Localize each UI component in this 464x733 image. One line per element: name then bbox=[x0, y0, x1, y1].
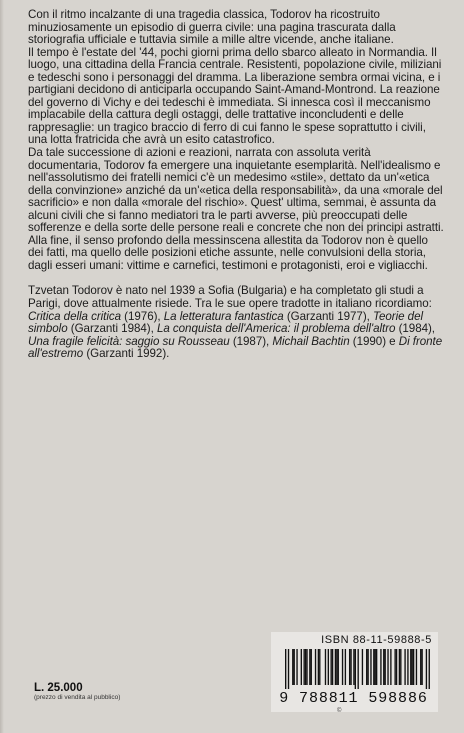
book-year: (Garzanti 1984), bbox=[67, 322, 157, 336]
barcode-bars bbox=[285, 649, 430, 689]
barcode-bar bbox=[325, 649, 326, 685]
barcode-bar bbox=[366, 649, 367, 685]
barcode-bar bbox=[315, 649, 316, 685]
barcode-bar bbox=[345, 649, 346, 685]
barcode-bar bbox=[285, 649, 286, 689]
book-title: Di fronte all'estremo bbox=[28, 334, 443, 361]
book-title: Critica della critica bbox=[28, 309, 122, 323]
barcode-bar bbox=[332, 649, 333, 685]
book-title: Teorie del simbolo bbox=[28, 309, 423, 336]
book-year: (1987), bbox=[229, 334, 273, 348]
barcode-bar bbox=[358, 649, 359, 689]
barcode-bar bbox=[396, 649, 397, 685]
barcode-bar bbox=[394, 649, 395, 685]
price-note: (prezzo di vendita al pubblico) bbox=[34, 694, 121, 701]
barcode-bar bbox=[420, 649, 421, 685]
book-title: La conquista dell'America: il problema dell'altro bbox=[156, 322, 396, 336]
blurb-column bbox=[28, 9, 444, 361]
barcode-bar bbox=[399, 649, 400, 685]
book-year: (Garzanti 1992). bbox=[83, 347, 170, 361]
barcode-bar bbox=[349, 649, 350, 685]
barcode-bar bbox=[383, 649, 384, 685]
blurb-paragraph-2: Il tempo è l'estate del '44, pochi giorni prima dello sbarco alleato in Normandia. Il luogo, una cittadina della Francia centrale. Resistenti, popolazione civile, miliziani e tedeschi sono i personaggi del dramma. La liberazione sembra ormai vicina, e i partigiani decidono di anticiparla occupando Saint-Amand-Montrond. La reazione del governo di Vichy e dei tedeschi è immediata. Si innesca così il meccanismo implacabile della cattura degli ostaggi, delle trattative inconcludenti e delle rappresaglie: un tragico braccio di ferro di cui fanno le spese soprattutto i civili, una lotta fratricida che avrà un esito catastrofico. bbox=[28, 45, 442, 147]
book-year: (Garzanti 1977), bbox=[283, 309, 373, 323]
barcode-bar bbox=[412, 649, 413, 685]
barcode-bar bbox=[342, 649, 343, 685]
barcode-bar bbox=[380, 649, 381, 685]
barcode-bar bbox=[294, 649, 295, 685]
blurb-paragraph-4: Alla fine, il senso profondo della messinscena allestita da Todorov non è quello dei fatti, ma quello delle posizioni etiche assunte, nelle convulsioni della storia, dagli esseri umani: vittime e carnefici, testimoni e protagonisti, eroi e vigliacchi. bbox=[28, 233, 428, 272]
barcode-bar bbox=[353, 649, 354, 685]
book-year: (1984), bbox=[395, 322, 435, 336]
book-year: (1976), bbox=[121, 309, 164, 323]
barcode-bar bbox=[335, 649, 336, 685]
isbn-number: ISBN 88-11-59888-5 bbox=[321, 634, 432, 646]
barcode-bar bbox=[404, 649, 405, 685]
barcode-bar bbox=[376, 649, 377, 685]
author-bio bbox=[28, 285, 444, 360]
ean-number: 9 788811 598886 bbox=[279, 690, 428, 707]
barcode-bar bbox=[338, 649, 339, 685]
book-title: Una fragile felicità: saggio su Rousseau bbox=[28, 334, 230, 348]
barcode-bar bbox=[413, 649, 414, 685]
barcode-bar bbox=[407, 649, 408, 685]
barcode-bar bbox=[292, 649, 293, 685]
barcode-label bbox=[271, 632, 438, 712]
barcode-bar bbox=[296, 649, 297, 685]
barcode-bar bbox=[355, 649, 356, 689]
author-bio-intro: Tzvetan Todorov è nato nel 1939 a Sofia (Bulgaria) e ha completato gli studi a Parigi, dove attualmente risiede. Tra le sue opere tradotte in italiano ricordiamo: bbox=[28, 284, 432, 311]
barcode-bar bbox=[328, 649, 329, 685]
blurb-paragraph-1: Con il ritmo incalzante di una tragedia classica, Todorov ha ricostruito minuziosamente un episodio di guerra civile: una pagina trascurata dalla storiografia ufficiale e tuttavia simile a mille altre vicende, anche italiane. bbox=[28, 8, 396, 47]
barcode-bar bbox=[370, 649, 371, 685]
barcode-bar bbox=[350, 649, 351, 685]
barcode-bar bbox=[301, 649, 302, 685]
barcode-bar bbox=[309, 649, 310, 685]
spine-shadow bbox=[0, 0, 4, 733]
barcode-bar bbox=[288, 649, 289, 689]
barcode-bar bbox=[390, 649, 391, 685]
barcode-bar bbox=[330, 649, 331, 685]
barcode-bar bbox=[306, 649, 307, 685]
barcode-bar bbox=[336, 649, 337, 685]
book-title: Michail Bachtin bbox=[272, 334, 350, 348]
barcode-bar bbox=[319, 649, 320, 685]
barcode-bar bbox=[426, 649, 427, 689]
barcode-bar bbox=[421, 649, 422, 685]
barcode-bar bbox=[410, 649, 411, 685]
barcode-bar bbox=[305, 649, 306, 685]
barcode-bar bbox=[387, 649, 388, 685]
barcode-bar bbox=[400, 649, 401, 685]
blurb-paragraph-3: Da tale successione di azioni e reazioni, narrata con assoluta verità documentaria, Todorov fa emergere una inquietante esemplarità. Nell'idealismo e nell'assolutismo dei fratelli nemici c'è un medesimo «stile», dettato da un'«etica della convinzione» anziché da un'«etica della responsabilità», da una «morale del sacrificio» e non dalla «morale del rischio». Quest' ultima, semmai, è assunta da alcuni civili che si fanno mediatori tra le parti avverse, più preoccupati delle sofferenze e della sorte delle persone reali e concrete che non dei principi astratti. bbox=[28, 146, 444, 235]
barcode-bar bbox=[318, 649, 319, 685]
barcode-bar bbox=[375, 649, 376, 685]
barcode-bar bbox=[373, 649, 374, 685]
barcode-bar bbox=[416, 649, 417, 685]
barcode-bar bbox=[362, 649, 363, 685]
barcode-bar bbox=[303, 649, 304, 685]
price: L. 25.000 bbox=[34, 682, 83, 694]
book-year: (1990) e bbox=[349, 334, 399, 348]
barcode-bar bbox=[367, 649, 368, 685]
book-title: La letteratura fantastica bbox=[163, 309, 284, 323]
barcode-bar bbox=[385, 649, 386, 685]
barcode-bar bbox=[429, 649, 430, 689]
copyright-mark: © bbox=[337, 708, 342, 714]
barcode-bar bbox=[311, 649, 312, 685]
